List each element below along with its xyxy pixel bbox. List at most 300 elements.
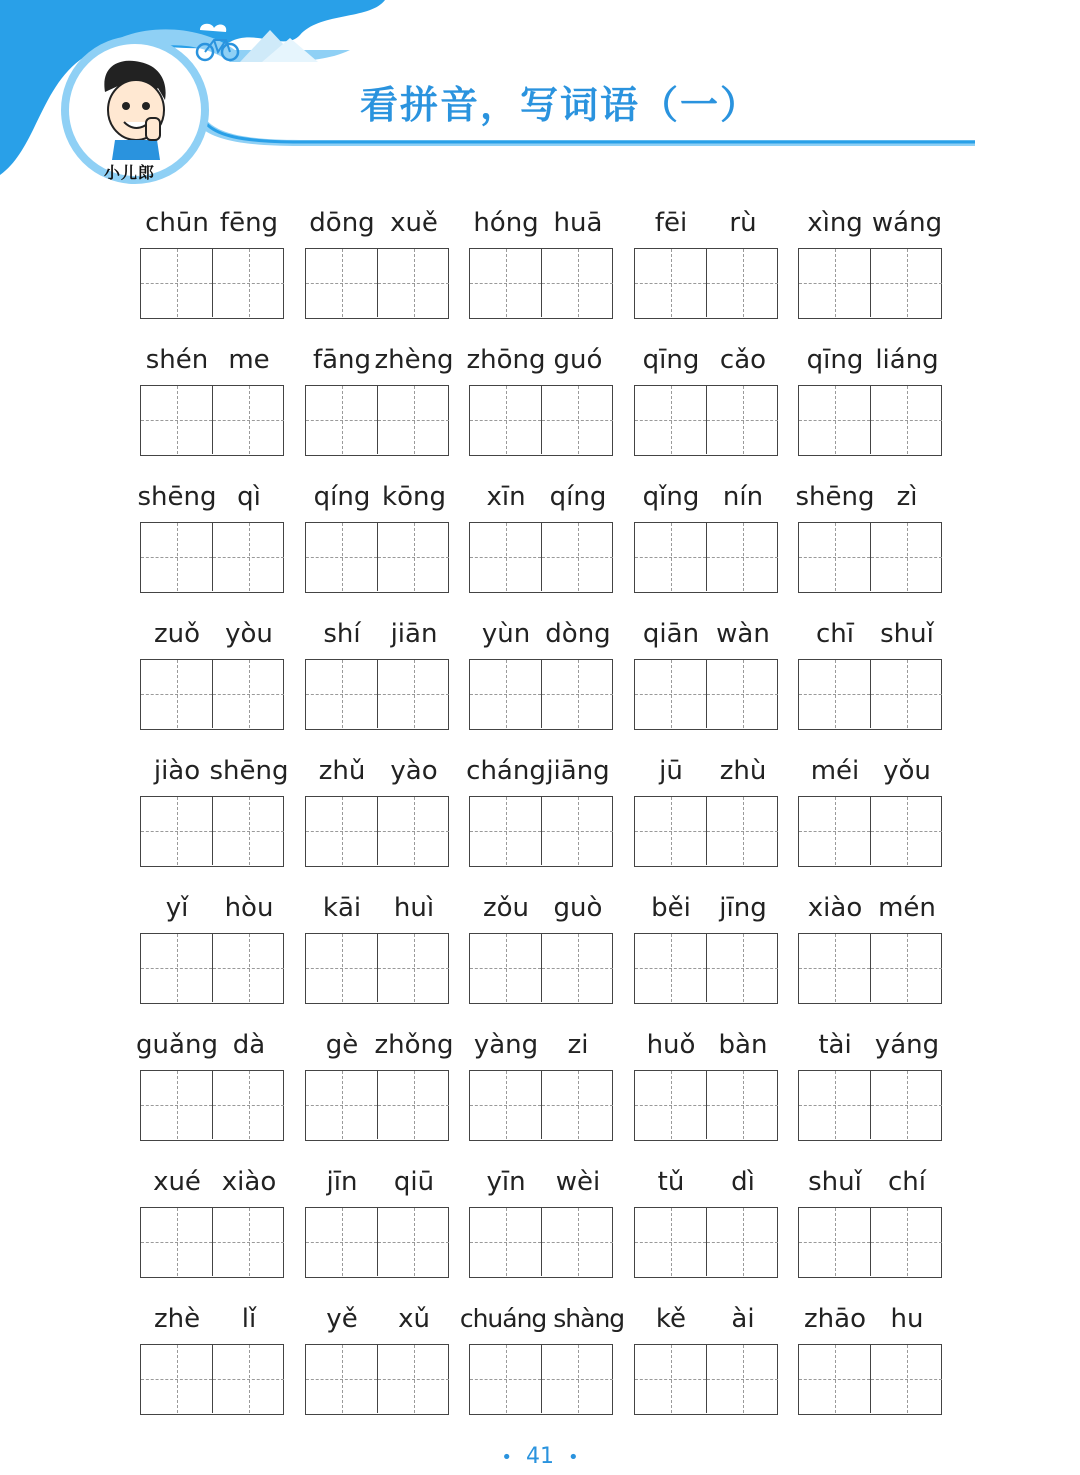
tianzige-box-pair[interactable]: [305, 522, 449, 593]
writing-cell[interactable]: [377, 934, 449, 1002]
pinyin-syllable-1: yùn: [481, 619, 531, 649]
tianzige-box-pair[interactable]: [798, 659, 942, 730]
writing-cell[interactable]: [635, 1071, 706, 1139]
writing-cell[interactable]: [870, 1208, 942, 1276]
tianzige-box-pair[interactable]: [305, 659, 449, 730]
writing-cell[interactable]: [799, 386, 870, 454]
writing-cell[interactable]: [799, 934, 870, 1002]
writing-cell[interactable]: [870, 1071, 942, 1139]
pinyin-label: [305, 1159, 451, 1207]
pinyin-syllable-1: shēng: [795, 482, 875, 512]
writing-cell[interactable]: [377, 1345, 449, 1413]
exercise-row: [140, 611, 946, 748]
writing-cell[interactable]: [377, 249, 449, 317]
writing-cell[interactable]: [470, 1345, 541, 1413]
writing-cell[interactable]: [870, 1345, 942, 1413]
pinyin-syllable-1: gè: [325, 1030, 359, 1060]
word-item: [469, 1022, 615, 1141]
pinyin-syllable-1: xiào: [807, 893, 863, 923]
tianzige-box-pair[interactable]: [634, 933, 778, 1004]
page-number-value: 41: [526, 1444, 554, 1469]
pinyin-syllable-2: shēng: [209, 756, 289, 786]
writing-cell[interactable]: [306, 386, 377, 454]
pinyin-syllable-1: jīn: [326, 1167, 358, 1197]
writing-cell[interactable]: [706, 249, 778, 317]
pinyin-syllable-1: xìng: [807, 208, 863, 238]
pinyin-syllable-2: bàn: [718, 1030, 768, 1060]
writing-cell[interactable]: [541, 797, 613, 865]
tianzige-box-pair[interactable]: [798, 1207, 942, 1278]
tianzige-box-pair[interactable]: [798, 1070, 942, 1141]
word-item: [459, 1296, 625, 1415]
pinyin-label: [798, 337, 944, 385]
writing-cell[interactable]: [306, 660, 377, 728]
pinyin-syllable-2: shuǐ: [880, 619, 934, 649]
writing-cell[interactable]: [541, 386, 613, 454]
tianzige-box-pair[interactable]: [634, 522, 778, 593]
word-item: [798, 885, 944, 1004]
writing-cell[interactable]: [212, 1345, 284, 1413]
pinyin-label: [798, 1022, 944, 1070]
pinyin-syllable-2: zi: [567, 1030, 589, 1060]
writing-cell[interactable]: [870, 797, 942, 865]
tianzige-box-pair[interactable]: [798, 385, 942, 456]
pinyin-label: [634, 474, 780, 522]
pinyin-syllable-1: yīn: [486, 1167, 526, 1197]
word-item: [140, 748, 289, 867]
word-item: [634, 474, 780, 593]
pinyin-syllable-2: liáng: [875, 345, 939, 375]
tianzige-box-pair[interactable]: [140, 248, 284, 319]
word-item: [305, 748, 451, 867]
pinyin-syllable-2: cǎo: [719, 345, 767, 375]
pinyin-label: [140, 1159, 286, 1207]
tianzige-box-pair[interactable]: [469, 796, 613, 867]
pinyin-syllable-1: zuǒ: [153, 619, 201, 649]
word-item: [634, 1022, 780, 1141]
exercise-row: [136, 1022, 946, 1159]
exercise-row: [140, 748, 946, 885]
writing-cell[interactable]: [141, 249, 212, 317]
writing-cell[interactable]: [212, 386, 284, 454]
writing-cell[interactable]: [541, 1345, 613, 1413]
pinyin-label: [634, 337, 780, 385]
page-title: 看拼音，写词语（一）: [360, 83, 761, 127]
tianzige-box-pair[interactable]: [140, 1070, 284, 1141]
pinyin-label: [469, 1159, 615, 1207]
word-item: [469, 200, 615, 319]
pinyin-syllable-1: shí: [323, 619, 361, 649]
word-item: [634, 337, 780, 456]
pinyin-label: [140, 885, 286, 933]
word-item: [469, 885, 615, 1004]
word-item: [305, 200, 451, 319]
pinyin-label: [798, 611, 944, 659]
writing-cell[interactable]: [706, 934, 778, 1002]
writing-cell[interactable]: [706, 1071, 778, 1139]
writing-cell[interactable]: [141, 660, 212, 728]
pinyin-label: [469, 885, 615, 933]
pinyin-label: [466, 337, 615, 385]
pinyin-syllable-1: zǒu: [482, 893, 530, 923]
pinyin-syllable-2: yǒu: [883, 756, 931, 786]
writing-cell[interactable]: [799, 249, 870, 317]
tianzige-box-pair[interactable]: [140, 933, 284, 1004]
tianzige-box-pair[interactable]: [140, 1344, 284, 1415]
writing-cell[interactable]: [706, 386, 778, 454]
writing-cell[interactable]: [470, 1208, 541, 1276]
word-item: [634, 748, 780, 867]
tianzige-box-pair[interactable]: [634, 796, 778, 867]
writing-cell[interactable]: [212, 660, 284, 728]
pinyin-syllable-1: cháng: [466, 756, 546, 786]
tianzige-box-pair[interactable]: [140, 385, 284, 456]
tianzige-box-pair[interactable]: [140, 796, 284, 867]
tianzige-box-pair[interactable]: [140, 659, 284, 730]
writing-cell[interactable]: [706, 660, 778, 728]
writing-cell[interactable]: [635, 934, 706, 1002]
pinyin-syllable-2: zì: [896, 482, 918, 512]
tianzige-box-pair[interactable]: [469, 933, 613, 1004]
pinyin-syllable-2: mén: [878, 893, 936, 923]
pinyin-syllable-2: jiān: [390, 619, 438, 649]
tianzige-box-pair[interactable]: [634, 1344, 778, 1415]
pinyin-syllable-2: yáng: [874, 1030, 940, 1060]
writing-cell[interactable]: [541, 934, 613, 1002]
pinyin-label: [140, 1296, 286, 1344]
pinyin-label: [469, 611, 615, 659]
writing-cell[interactable]: [377, 797, 449, 865]
tianzige-box-pair[interactable]: [305, 1070, 449, 1141]
word-item: [305, 1159, 451, 1278]
pinyin-label: [305, 200, 451, 248]
writing-cell[interactable]: [706, 1345, 778, 1413]
pinyin-syllable-2: hòu: [224, 893, 274, 923]
word-item: [140, 337, 286, 456]
word-item: [798, 337, 944, 456]
pinyin-label: [634, 1159, 780, 1207]
writing-cell[interactable]: [635, 797, 706, 865]
tianzige-box-pair[interactable]: [798, 796, 942, 867]
writing-cell[interactable]: [870, 660, 942, 728]
writing-cell[interactable]: [870, 934, 942, 1002]
pinyin-syllable-2: chí: [888, 1167, 926, 1197]
exercise-row: [140, 1296, 946, 1433]
pinyin-syllable-2: yòu: [225, 619, 273, 649]
pinyin-syllable-1: qiān: [642, 619, 700, 649]
pinyin-syllable-1: chūn: [145, 208, 209, 238]
writing-cell[interactable]: [141, 1208, 212, 1276]
writing-cell[interactable]: [141, 1071, 212, 1139]
word-item: [466, 337, 615, 456]
pinyin-syllable-1: guǎng: [136, 1030, 218, 1060]
writing-cell[interactable]: [306, 1071, 377, 1139]
writing-cell[interactable]: [470, 660, 541, 728]
pinyin-label: [137, 474, 286, 522]
tianzige-box-pair[interactable]: [634, 659, 778, 730]
pinyin-label: [140, 200, 286, 248]
writing-cell[interactable]: [541, 1208, 613, 1276]
writing-cell[interactable]: [541, 523, 613, 591]
pinyin-label: [634, 885, 780, 933]
pinyin-syllable-2: ài: [731, 1304, 755, 1334]
pinyin-syllable-1: xué: [153, 1167, 201, 1197]
pinyin-syllable-1: hóng: [473, 208, 539, 238]
writing-cell[interactable]: [706, 523, 778, 591]
pinyin-syllable-2: yào: [390, 756, 438, 786]
writing-cell[interactable]: [541, 1071, 613, 1139]
pinyin-syllable-2: qíng: [549, 482, 607, 512]
writing-cell[interactable]: [470, 523, 541, 591]
pinyin-label: [305, 474, 451, 522]
pinyin-label: [305, 1296, 451, 1344]
tianzige-box-pair[interactable]: [305, 933, 449, 1004]
writing-cell[interactable]: [377, 1208, 449, 1276]
writing-cell[interactable]: [306, 797, 377, 865]
pinyin-label: [136, 1022, 286, 1070]
writing-cell[interactable]: [635, 1208, 706, 1276]
writing-cell[interactable]: [212, 1208, 284, 1276]
word-item: [305, 474, 451, 593]
writing-cell[interactable]: [870, 249, 942, 317]
word-item: [469, 611, 615, 730]
pinyin-syllable-1: yě: [326, 1304, 358, 1334]
word-item: [795, 474, 944, 593]
word-item: [469, 474, 615, 593]
word-item: [469, 1159, 615, 1278]
writing-cell[interactable]: [541, 660, 613, 728]
pinyin-syllable-1: zhāo: [804, 1304, 866, 1334]
writing-cell[interactable]: [141, 1345, 212, 1413]
pinyin-syllable-2: xiào: [221, 1167, 277, 1197]
pinyin-syllable-2: wèi: [555, 1167, 601, 1197]
pinyin-syllable-2: nín: [722, 482, 764, 512]
tianzige-box-pair[interactable]: [798, 522, 942, 593]
tianzige-box-pair[interactable]: [469, 522, 613, 593]
writing-cell[interactable]: [635, 386, 706, 454]
pinyin-syllable-1: kě: [655, 1304, 687, 1334]
writing-cell[interactable]: [141, 523, 212, 591]
writing-cell[interactable]: [306, 1208, 377, 1276]
pinyin-label: [634, 1022, 780, 1070]
pinyin-syllable-2: xǔ: [398, 1304, 430, 1334]
pinyin-syllable-1: shén: [145, 345, 209, 375]
brand-name: 小儿郎: [104, 163, 156, 182]
tianzige-box-pair[interactable]: [305, 1207, 449, 1278]
tianzige-box-pair[interactable]: [469, 659, 613, 730]
pinyin-label: [634, 200, 780, 248]
pinyin-label: [140, 748, 289, 796]
pinyin-syllable-1: qīng: [806, 345, 864, 375]
pinyin-syllable-2: fēng: [219, 208, 279, 238]
pinyin-syllable-2: zhèng: [374, 345, 454, 375]
pinyin-syllable-2: huì: [393, 893, 435, 923]
writing-cell[interactable]: [706, 797, 778, 865]
tianzige-box-pair[interactable]: [305, 1344, 449, 1415]
writing-cell[interactable]: [470, 386, 541, 454]
word-item: [634, 885, 780, 1004]
pinyin-label: [466, 748, 615, 796]
pinyin-syllable-2: huā: [553, 208, 603, 238]
tianzige-box-pair[interactable]: [469, 1344, 613, 1415]
writing-cell[interactable]: [799, 797, 870, 865]
word-item: [140, 200, 286, 319]
pinyin-label: [305, 337, 454, 385]
pinyin-label: [798, 200, 944, 248]
pinyin-syllable-1: běi: [651, 893, 691, 923]
pinyin-syllable-2: wàn: [716, 619, 770, 649]
page-number-dot-right: •: [568, 1447, 579, 1468]
pinyin-syllable-2: kōng: [382, 482, 446, 512]
tianzige-box-pair[interactable]: [798, 1344, 942, 1415]
writing-cell[interactable]: [377, 386, 449, 454]
tianzige-box-pair[interactable]: [634, 1070, 778, 1141]
pinyin-syllable-1: shuǐ: [808, 1167, 862, 1197]
pinyin-syllable-1: fāng: [312, 345, 372, 375]
pinyin-syllable-1: tǔ: [657, 1167, 685, 1197]
pinyin-syllable-1: shēng: [137, 482, 217, 512]
pinyin-syllable-2: me: [228, 345, 270, 375]
pinyin-label: [469, 200, 615, 248]
pinyin-syllable-2: hu: [890, 1304, 924, 1334]
tianzige-box-pair[interactable]: [140, 522, 284, 593]
writing-cell[interactable]: [470, 249, 541, 317]
exercise-row: [140, 1159, 946, 1296]
pinyin-label: [798, 1296, 944, 1344]
writing-cell[interactable]: [635, 660, 706, 728]
word-item: [140, 1159, 286, 1278]
pinyin-label: [469, 1022, 615, 1070]
exercise-row: [140, 200, 946, 337]
writing-cell[interactable]: [141, 797, 212, 865]
pinyin-syllable-1: fēi: [654, 208, 688, 238]
pinyin-syllable-1: qíng: [313, 482, 371, 512]
pinyin-syllable-2: jīng: [719, 893, 767, 923]
writing-cell[interactable]: [212, 934, 284, 1002]
writing-cell[interactable]: [635, 1345, 706, 1413]
pinyin-syllable-1: tài: [818, 1030, 852, 1060]
tianzige-box-pair[interactable]: [305, 796, 449, 867]
tianzige-box-pair[interactable]: [634, 385, 778, 456]
writing-cell[interactable]: [870, 386, 942, 454]
writing-cell[interactable]: [377, 523, 449, 591]
word-item: [305, 337, 454, 456]
word-item: [137, 474, 286, 593]
writing-cell[interactable]: [212, 1071, 284, 1139]
pinyin-syllable-2: guò: [553, 893, 603, 923]
pinyin-syllable-2: rù: [729, 208, 757, 238]
pinyin-syllable-1: zhǔ: [318, 756, 366, 786]
tianzige-box-pair[interactable]: [798, 933, 942, 1004]
writing-cell[interactable]: [306, 1345, 377, 1413]
writing-cell[interactable]: [799, 1071, 870, 1139]
writing-cell[interactable]: [141, 386, 212, 454]
writing-cell[interactable]: [635, 249, 706, 317]
tianzige-box-pair[interactable]: [305, 385, 449, 456]
pinyin-syllable-1: chī: [816, 619, 854, 649]
writing-cell[interactable]: [377, 1071, 449, 1139]
exercise-row: [140, 337, 946, 474]
pinyin-syllable-1: méi: [810, 756, 860, 786]
pinyin-label: [798, 885, 944, 933]
writing-cell[interactable]: [470, 797, 541, 865]
word-item: [798, 748, 944, 867]
pinyin-label: [305, 611, 451, 659]
pinyin-label: [795, 474, 944, 522]
pinyin-label: [305, 885, 451, 933]
pinyin-label: [798, 1159, 944, 1207]
tianzige-box-pair[interactable]: [469, 248, 613, 319]
tianzige-box-pair[interactable]: [634, 248, 778, 319]
writing-cell[interactable]: [706, 1208, 778, 1276]
writing-cell[interactable]: [799, 660, 870, 728]
pinyin-syllable-2: zhǒng: [374, 1030, 454, 1060]
word-item: [140, 1296, 286, 1415]
pinyin-label: [305, 1022, 454, 1070]
pinyin-syllable-2: dì: [731, 1167, 755, 1197]
word-item: [136, 1022, 286, 1141]
tianzige-box-pair[interactable]: [798, 248, 942, 319]
exercise-row: [140, 885, 946, 1022]
writing-cell[interactable]: [212, 523, 284, 591]
writing-cell[interactable]: [470, 1071, 541, 1139]
word-item: [798, 1296, 944, 1415]
word-item: [634, 200, 780, 319]
tianzige-box-pair[interactable]: [469, 1207, 613, 1278]
tianzige-box-pair[interactable]: [469, 1070, 613, 1141]
pinyin-syllable-1: qǐng: [642, 482, 700, 512]
pinyin-syllable-1: dōng: [309, 208, 375, 238]
writing-cell[interactable]: [306, 934, 377, 1002]
pinyin-syllable-2: wáng: [871, 208, 943, 238]
word-item: [798, 1022, 944, 1141]
pinyin-label: [305, 748, 451, 796]
pinyin-syllable-2: xuě: [390, 208, 438, 238]
writing-cell[interactable]: [635, 523, 706, 591]
writing-cell[interactable]: [870, 523, 942, 591]
word-item: [466, 748, 615, 867]
pinyin-syllable-1: kāi: [322, 893, 362, 923]
writing-cell[interactable]: [799, 1208, 870, 1276]
word-item: [140, 611, 286, 730]
pinyin-label: [140, 337, 286, 385]
word-item: [634, 611, 780, 730]
pinyin-label: [459, 1296, 625, 1344]
pinyin-syllable-2: dòng: [545, 619, 611, 649]
exercise-row: [137, 474, 946, 611]
word-item: [798, 611, 944, 730]
writing-cell[interactable]: [799, 523, 870, 591]
writing-cell[interactable]: [212, 249, 284, 317]
tianzige-box-pair[interactable]: [469, 385, 613, 456]
pinyin-exercise-grid: [136, 200, 946, 1433]
tianzige-box-pair[interactable]: [140, 1207, 284, 1278]
pinyin-label: [469, 474, 615, 522]
writing-cell[interactable]: [470, 934, 541, 1002]
writing-cell[interactable]: [541, 249, 613, 317]
writing-cell[interactable]: [306, 249, 377, 317]
writing-cell[interactable]: [377, 660, 449, 728]
writing-cell[interactable]: [799, 1345, 870, 1413]
pinyin-syllable-2: qì: [237, 482, 261, 512]
writing-cell[interactable]: [141, 934, 212, 1002]
writing-cell[interactable]: [212, 797, 284, 865]
pinyin-syllable-2: dà: [232, 1030, 266, 1060]
tianzige-box-pair[interactable]: [634, 1207, 778, 1278]
writing-cell[interactable]: [306, 523, 377, 591]
tianzige-box-pair[interactable]: [305, 248, 449, 319]
pinyin-syllable-2: lǐ: [241, 1304, 257, 1334]
